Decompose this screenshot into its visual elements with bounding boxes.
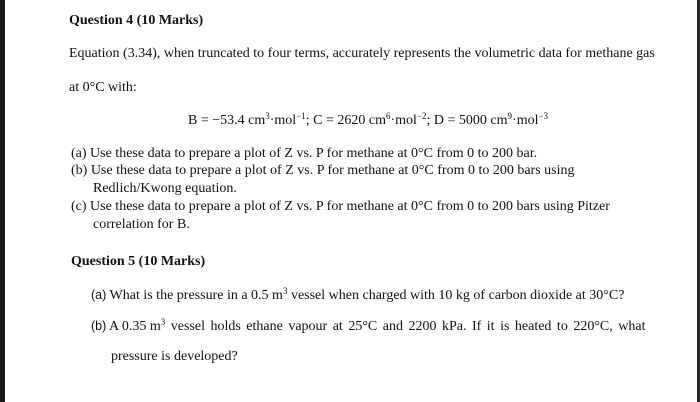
question-5-part-b-text-pre: A 0.35 m: [109, 319, 161, 334]
equation-b-exp2: −1: [296, 111, 306, 121]
equation-c-text: ; C = 2620 cm: [305, 113, 386, 128]
equation-c-exp2: −2: [416, 111, 427, 121]
question-5-part-b-line-2: pressure is developed?: [111, 349, 238, 364]
question-4-part-b-line-2: Redlich/Kwong equation.: [93, 181, 237, 196]
question-5-heading: Question 5 (10 Marks): [71, 254, 206, 269]
question-5-part-b-text-post: vessel holds ethane vapour at 25°C and 2200 kPa. If it is heated to 220°C, what: [165, 319, 646, 334]
question-5-part-a-text-post: vessel when charged with 10 kg of carbon dioxide at 30°C?: [287, 288, 625, 303]
equation-d-text: ; D = 5000 cm: [426, 113, 508, 128]
question-5-part-b-exp: 3: [160, 317, 166, 327]
question-4-part-c-line-2: correlation for B.: [93, 217, 190, 232]
equation-d-exp2: −3: [538, 111, 549, 121]
question-5-part-b-label: (b): [91, 319, 107, 333]
equation-b-text: B = −53.4 cm: [188, 113, 266, 128]
page-edge-left: [0, 0, 5, 402]
equation-b-mol: ·mol: [269, 113, 297, 128]
equation-b-exp1: 3: [265, 111, 270, 121]
question-5-part-a-text-pre: What is the pressure in a 0.5 m: [109, 288, 283, 303]
virial-coefficients-equation: [188, 113, 548, 129]
question-5-part-a: [91, 287, 624, 304]
question-4-intro-line-1: Equation (3.34), when truncated to four terms, accurately represents the volumetric data for methane gas: [69, 46, 655, 61]
question-5-part-a-exp: 3: [282, 286, 288, 296]
question-4-intro-line-2: at 0°C with:: [69, 80, 137, 95]
question-5-part-a-label: (a): [91, 288, 107, 302]
equation-d-exp1: 9: [507, 111, 513, 121]
equation-c-exp1: 6: [386, 111, 391, 121]
equation-c-mol: ·mol: [390, 113, 417, 128]
equation-d-mol: ·mol: [512, 113, 539, 128]
question-4-part-c-line-1: (c) Use these data to prepare a plot of Z vs. P for methane at 0°C from 0 to 200 bars using Pitzer: [71, 199, 610, 214]
question-5-part-b-line-1: [91, 318, 645, 335]
question-4-part-a: (a) Use these data to prepare a plot of Z vs. P for methane at 0°C from 0 to 200 bar.: [71, 146, 538, 161]
question-4-heading: Question 4 (10 Marks): [69, 13, 204, 28]
question-4-part-b-line-1: (b) Use these data to prepare a plot of Z vs. P for methane at 0°C from 0 to 200 bars using: [71, 163, 575, 178]
